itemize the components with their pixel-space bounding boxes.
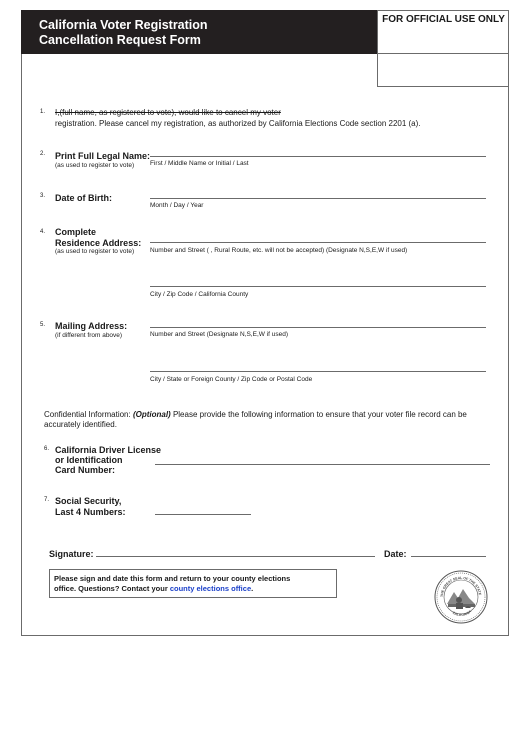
- signature-field[interactable]: [96, 556, 375, 557]
- instructions-line1: Please sign and date this form and return to your county elections: [54, 574, 291, 583]
- seal-text-bottom: CALIFORNIA: [451, 609, 473, 618]
- dob-field[interactable]: [150, 198, 486, 199]
- license-label-line1: California Driver License: [55, 445, 162, 455]
- ssn-label-line1: Social Security,: [55, 496, 122, 506]
- item-number: 6.: [44, 446, 50, 452]
- item-number: 7.: [44, 497, 50, 503]
- mailing-street-hint: Number and Street (Designate N,S,E,W if used): [150, 331, 289, 338]
- dob-hint: Month / Day / Year: [150, 202, 204, 209]
- residence-label-line1: Complete: [55, 227, 97, 237]
- form-title-line2: Cancellation Request Form: [39, 33, 201, 47]
- confidential-prefix: Confidential Information:: [44, 410, 133, 419]
- ssn-label-line2: Last 4 Numbers:: [55, 507, 126, 517]
- residence-city-field[interactable]: [150, 286, 486, 287]
- date-label: Date:: [384, 549, 407, 559]
- license-label-line2: or Identification: [55, 455, 123, 465]
- official-use-divider: [378, 53, 509, 54]
- item-number: 5.: [40, 322, 46, 328]
- confidential-line2: accurately identified.: [44, 420, 117, 429]
- mailing-city-hint: City / State or Foreign County / Zip Code or Postal Code: [150, 376, 313, 383]
- instructions-box: [49, 569, 337, 598]
- mailing-sublabel: (if different from above): [55, 332, 123, 339]
- instructions-line2-suffix: .: [251, 584, 254, 593]
- form-header: [21, 10, 377, 54]
- full-name-hint: First / Middle Name or Initial / Last: [150, 160, 249, 167]
- item-number: 2.: [40, 151, 46, 157]
- date-field[interactable]: [411, 556, 486, 557]
- signature-label: Signature:: [49, 549, 94, 559]
- full-name-sublabel: (as used to register to vote): [55, 162, 135, 169]
- cancel-statement-line1: I,(full name, as registered to vote), would like to cancel my voter: [55, 108, 281, 117]
- license-number-field[interactable]: [155, 464, 490, 465]
- confidential-line1-rest: Please provide the following information to ensure that your voter file record can be: [170, 410, 467, 419]
- official-use-label: FOR OFFICIAL USE ONLY: [382, 14, 505, 25]
- seal-text-top: THE GREAT SEAL OF THE STATE: [439, 575, 482, 598]
- confidential-optional: (Optional): [132, 410, 171, 419]
- cancel-statement-line2: registration. Please cancel my registration, as authorized by California Elections Code section 2201 (a).: [55, 119, 421, 128]
- item-number: 1.: [40, 109, 46, 115]
- official-use-box: [377, 10, 509, 87]
- residence-street-field[interactable]: [150, 242, 486, 243]
- state-seal-icon: [434, 570, 488, 624]
- full-name-label: Print Full Legal Name:: [55, 151, 151, 161]
- residence-street-hint: Number and Street ( , Rural Route, etc. will not be accepted) (Designate N,S,E,W if used): [150, 247, 408, 254]
- county-elections-office-link[interactable]: county elections office: [169, 584, 252, 593]
- confidential-line1: [44, 410, 467, 419]
- official-use-bottom-border: [378, 86, 509, 87]
- item-number: 3.: [40, 193, 46, 199]
- license-label-line3: Card Number:: [55, 465, 116, 475]
- mailing-street-field[interactable]: [150, 327, 486, 328]
- mailing-label: Mailing Address:: [55, 321, 128, 331]
- instructions-line2: [54, 584, 253, 593]
- residence-label-line2: Residence Address:: [55, 238, 142, 248]
- residence-sublabel: (as used to register to vote): [55, 248, 135, 255]
- ssn-last4-field[interactable]: [155, 514, 251, 515]
- item-number: 4.: [40, 229, 46, 235]
- form-title-line1: California Voter Registration: [39, 18, 208, 32]
- instructions-line2-prefix: office. Questions? Contact your: [54, 584, 170, 593]
- mailing-city-field[interactable]: [150, 371, 486, 372]
- residence-city-hint: City / Zip Code / California County: [150, 291, 249, 298]
- dob-label: Date of Birth:: [55, 193, 112, 203]
- full-name-field[interactable]: [150, 156, 486, 157]
